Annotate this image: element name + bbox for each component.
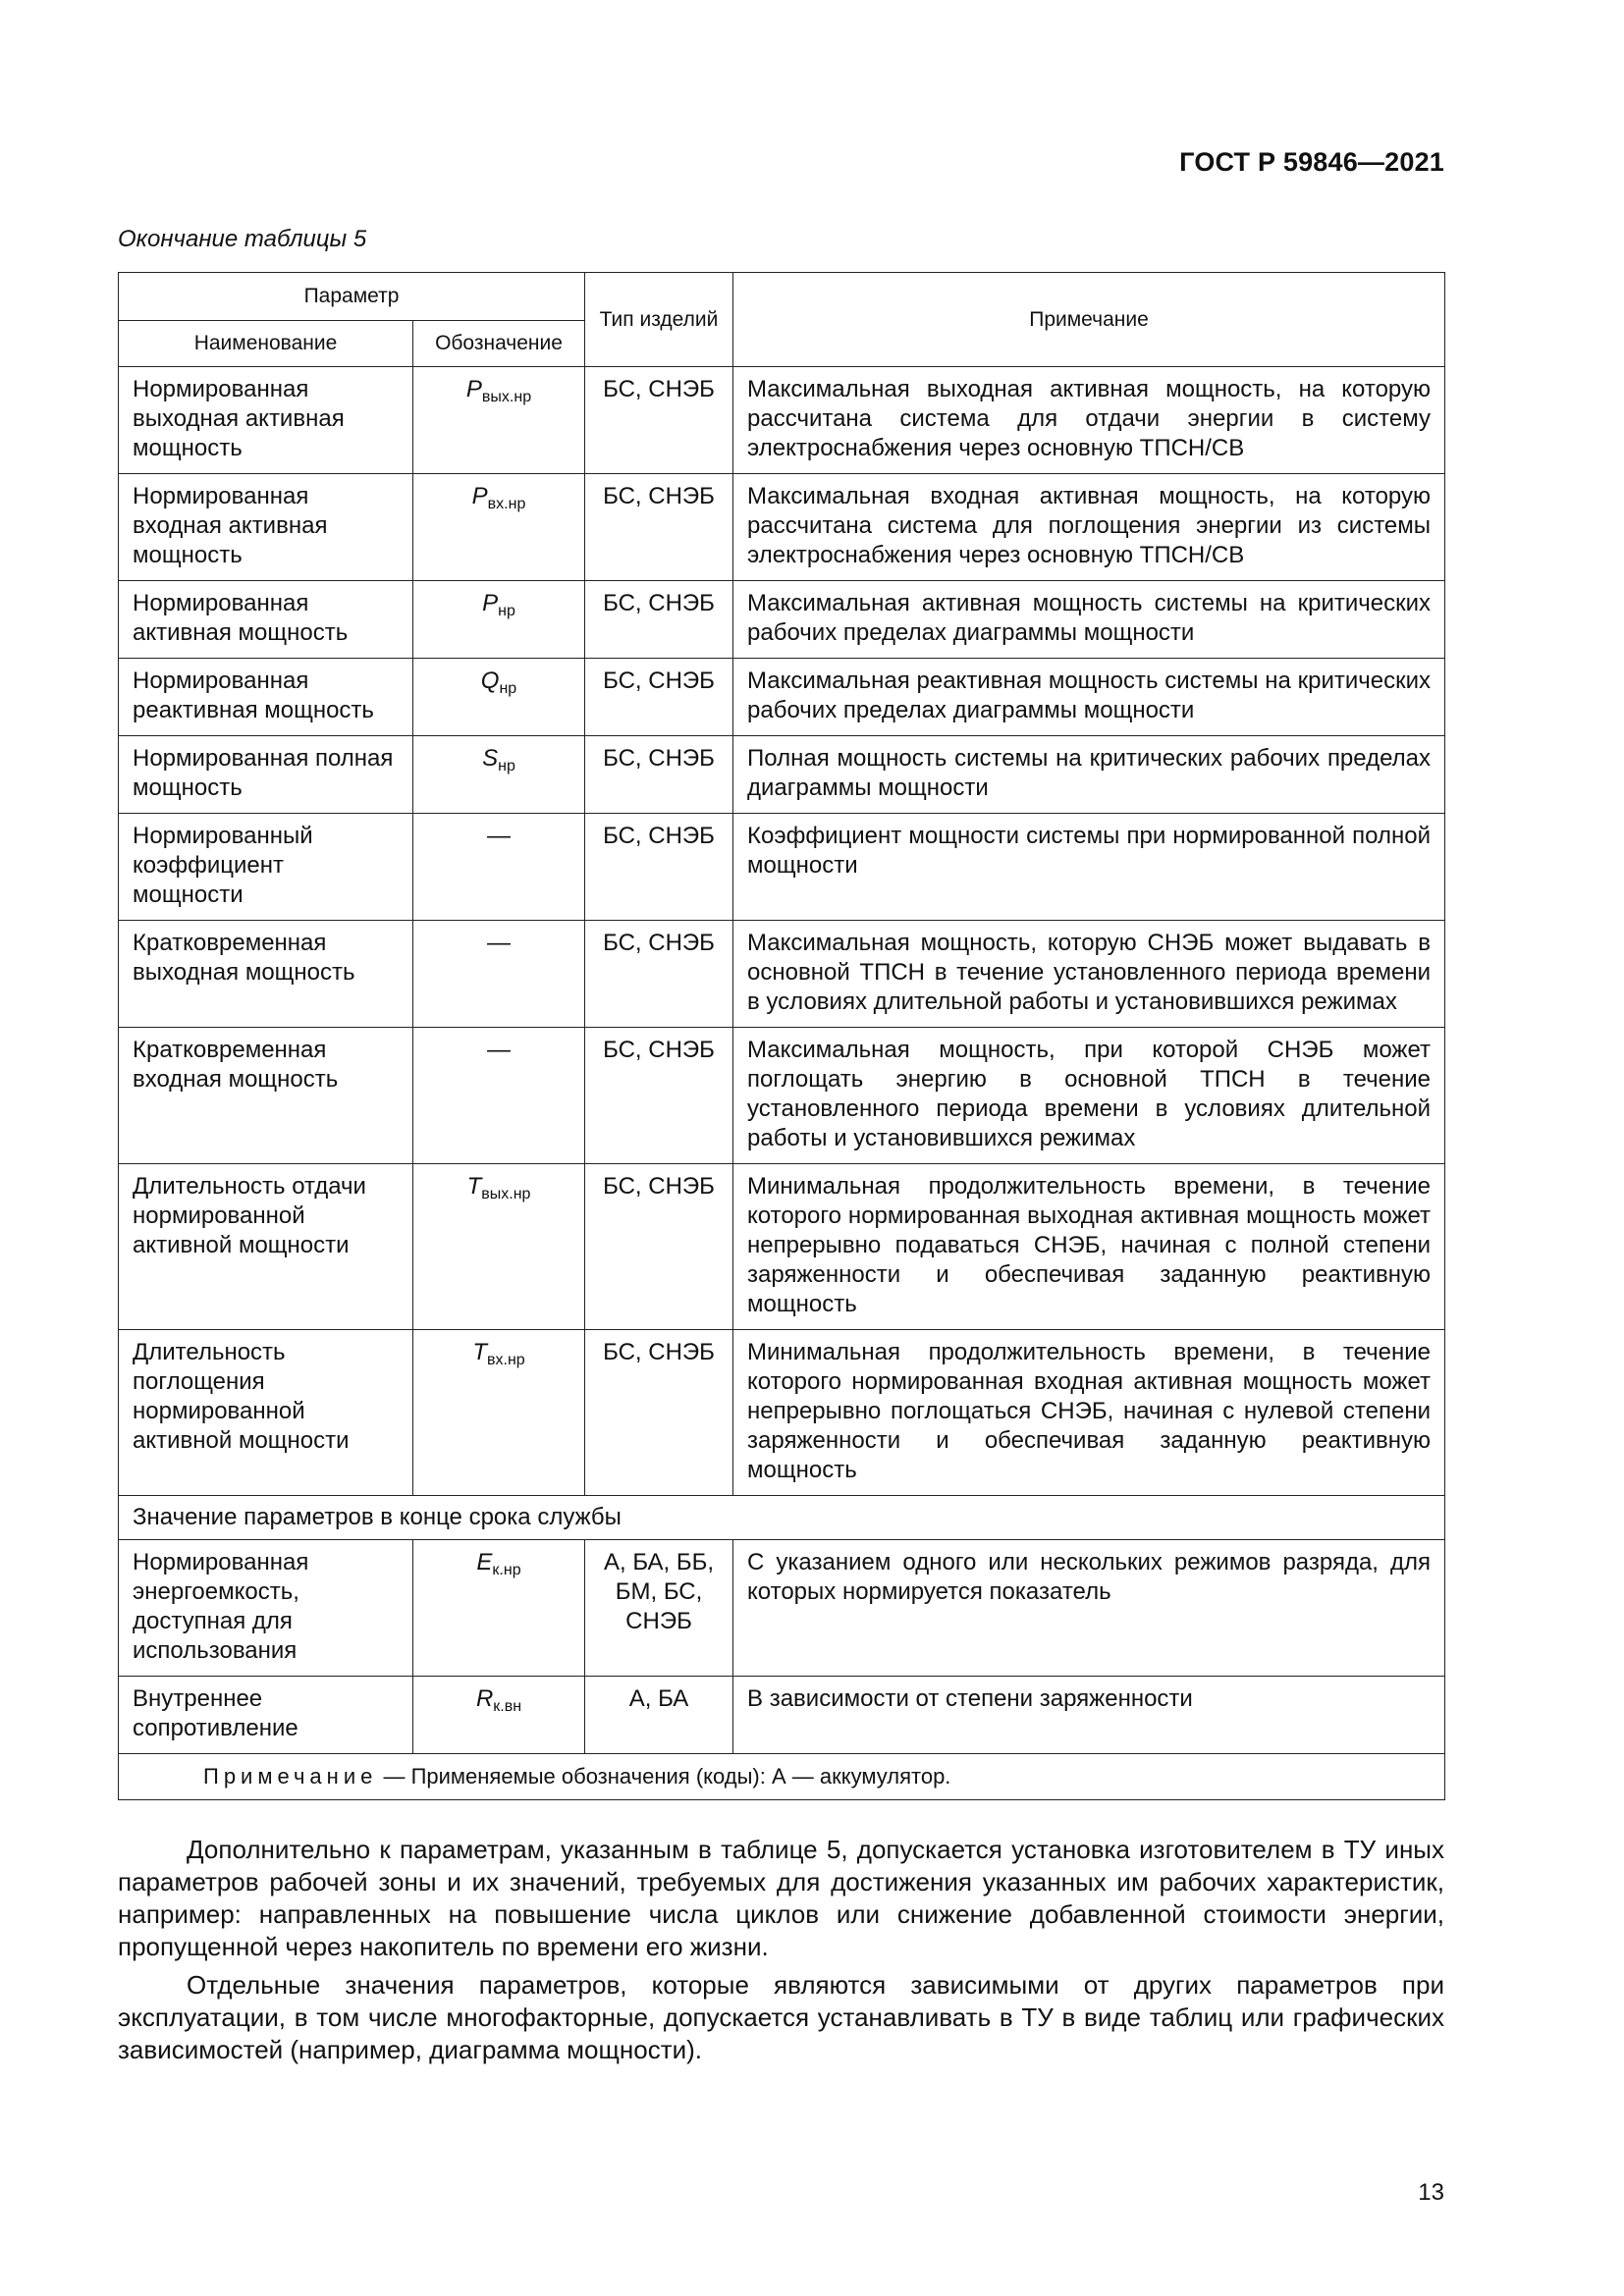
table-row [119, 1164, 1445, 1330]
symbol-cell [413, 659, 585, 736]
table-footnote [119, 1754, 1445, 1800]
page-number: 13 [1418, 2179, 1444, 2206]
parameter-name-cell: Внутреннее сопротивление [119, 1677, 413, 1754]
table-row [119, 581, 1445, 659]
product-type-cell: БС, СНЭБ [585, 814, 733, 921]
symbol-cell [413, 1164, 585, 1330]
symbol-subscript: нр [498, 603, 515, 619]
symbol-letter: E [476, 1549, 493, 1575]
table-row [119, 659, 1445, 736]
product-type-cell: БС, СНЭБ [585, 1164, 733, 1330]
symbol-subscript: вых.нр [481, 389, 532, 405]
symbol-letter: T [466, 1173, 482, 1200]
symbol-cell [413, 581, 585, 659]
parameters-table [118, 272, 1445, 1800]
symbol-subscript: нр [498, 758, 515, 774]
symbol-letter: S [482, 745, 499, 772]
note-cell: Максимальная активная мощность системы на критических рабочих пределах диаграммы мощности [733, 581, 1445, 659]
symbol-cell [413, 1330, 585, 1496]
parameter-name-cell: Кратковременная входная мощность [119, 1028, 413, 1164]
product-type-cell: БС, СНЭБ [585, 659, 733, 736]
symbol-cell [413, 921, 585, 1028]
symbol-letter: T [472, 1339, 487, 1365]
table-header [119, 273, 1445, 367]
symbol-subscript: вх.нр [487, 1352, 525, 1368]
header-symbol: Обозначение [413, 321, 585, 367]
footnote-label: Примечание [203, 1764, 378, 1789]
parameter-name-cell: Нормированный коэффициент мощности [119, 814, 413, 921]
note-cell: Коэффициент мощности системы при нормированной полной мощности [733, 814, 1445, 921]
note-cell: Минимальная продолжительность времени, в течение которого нормированная входная активная мощность может непрерывно поглощаться СНЭБ, начиная с нулевой степени заряженности и обеспечивая заданную реактивную мощность [733, 1330, 1445, 1496]
symbol-subscript: к.нр [492, 1562, 521, 1578]
paragraph-additional-parameters: Дополнительно к параметрам, указанным в таблице 5, допускается установка изготовителем в ТУ иных параметров рабочей зоны и их значений, требуемых для достижения указанных им рабочих характеристик, например: направленных на повышение числа циклов или снижение добавленной стоимости энергии, пропущенной через накопитель по времени его жизни. [118, 1835, 1444, 1961]
parameter-name-cell: Кратковременная выходная мощность [119, 921, 413, 1028]
table-row [119, 1540, 1445, 1677]
parameter-name-cell: Нормированная энергоемкость, доступная для использования [119, 1540, 413, 1677]
symbol-subscript: вых.нр [481, 1186, 531, 1202]
section-title: Значение параметров в конце срока службы [119, 1496, 1445, 1540]
symbol-letter: R [475, 1685, 494, 1712]
symbol-letter: — [487, 930, 511, 956]
note-cell: С указанием одного или нескольких режимов разряда, для которых нормируется показатель [733, 1540, 1445, 1677]
table-body [119, 367, 1445, 1800]
product-type-cell: БС, СНЭБ [585, 1028, 733, 1164]
parameter-name-cell: Нормированная полная мощность [119, 736, 413, 814]
note-cell: Максимальная выходная активная мощность, на которую рассчитана система для отдачи энергии в систему электроснабжения через основную ТПСН/СВ [733, 367, 1445, 474]
symbol-letter: P [465, 376, 482, 402]
symbol-subscript: вх.нр [487, 496, 526, 512]
table-caption: Окончание таблицы 5 [118, 226, 367, 252]
note-cell: В зависимости от степени заряженности [733, 1677, 1445, 1754]
symbol-cell [413, 736, 585, 814]
table-row [119, 1677, 1445, 1754]
paragraph-dependent-values: Отдельные значения параметров, которые являются зависимыми от других параметров при эксплуатации, в том числе многофакторные, допускается устанавливать в ТУ в виде таблиц или графических зависимостей (например, диаграмма мощности). [118, 1970, 1444, 2064]
product-type-cell: БС, СНЭБ [585, 367, 733, 474]
note-cell: Полная мощность системы на критических рабочих пределах диаграммы мощности [733, 736, 1445, 814]
note-cell: Максимальная входная активная мощность, на которую рассчитана система для поглощения энергии из системы электроснабжения через основную ТПСН/СВ [733, 474, 1445, 581]
symbol-cell [413, 814, 585, 921]
parameter-name-cell: Длительность отдачи нормированной активной мощности [119, 1164, 413, 1330]
parameter-name-cell: Нормированная активная мощность [119, 581, 413, 659]
note-cell: Минимальная продолжительность времени, в течение которого нормированная выходная активная мощность может непрерывно подаваться СНЭБ, начиная с полной степени заряженности и обеспечивая заданную реактивную мощность [733, 1164, 1445, 1330]
standard-code: ГОСТ Р 59846—2021 [1179, 147, 1444, 177]
symbol-letter: P [471, 483, 488, 509]
symbol-letter: Q [480, 667, 500, 694]
note-cell: Максимальная мощность, при которой СНЭБ может поглощать энергию в основной ТПСН в течение установленного периода времени в условиях длительной работы и установившихся режимах [733, 1028, 1445, 1164]
product-type-cell: БС, СНЭБ [585, 1330, 733, 1496]
section-row [119, 1496, 1445, 1540]
symbol-subscript: нр [499, 680, 517, 697]
table-footnote-row [119, 1754, 1445, 1800]
symbol-cell [413, 1540, 585, 1677]
symbol-cell [413, 1028, 585, 1164]
symbol-letter: — [487, 823, 511, 849]
symbol-letter: — [487, 1037, 511, 1063]
symbol-cell [413, 367, 585, 474]
parameter-name-cell: Нормированная выходная активная мощность [119, 367, 413, 474]
note-cell: Максимальная мощность, которую СНЭБ может выдавать в основной ТПСН в течение установленного периода времени в условиях длительной работы и установившихся режимах [733, 921, 1445, 1028]
header-name: Наименование [119, 321, 413, 367]
symbol-cell [413, 1677, 585, 1754]
table-row [119, 474, 1445, 581]
table-row [119, 736, 1445, 814]
product-type-cell: БС, СНЭБ [585, 736, 733, 814]
table-row [119, 367, 1445, 474]
product-type-cell: БС, СНЭБ [585, 474, 733, 581]
note-cell: Максимальная реактивная мощность системы на критических рабочих пределах диаграммы мощности [733, 659, 1445, 736]
parameter-name-cell: Длительность поглощения нормированной активной мощности [119, 1330, 413, 1496]
header-type: Тип изделий [585, 273, 733, 367]
parameter-name-cell: Нормированная входная активная мощность [119, 474, 413, 581]
table-row [119, 1330, 1445, 1496]
table-row [119, 921, 1445, 1028]
symbol-subscript: к.вн [493, 1698, 522, 1715]
footnote-text: — Применяемые обозначения (коды): А — аккумулятор. [383, 1764, 951, 1789]
table-row [119, 1028, 1445, 1164]
table-row [119, 814, 1445, 921]
symbol-cell [413, 474, 585, 581]
header-parameter: Параметр [119, 273, 585, 321]
product-type-cell: БС, СНЭБ [585, 921, 733, 1028]
symbol-letter: P [482, 590, 499, 616]
product-type-cell: А, БА, ББ, БМ, БС, СНЭБ [585, 1540, 733, 1677]
product-type-cell: А, БА [585, 1677, 733, 1754]
parameter-name-cell: Нормированная реактивная мощность [119, 659, 413, 736]
product-type-cell: БС, СНЭБ [585, 581, 733, 659]
header-note: Примечание [733, 273, 1445, 367]
